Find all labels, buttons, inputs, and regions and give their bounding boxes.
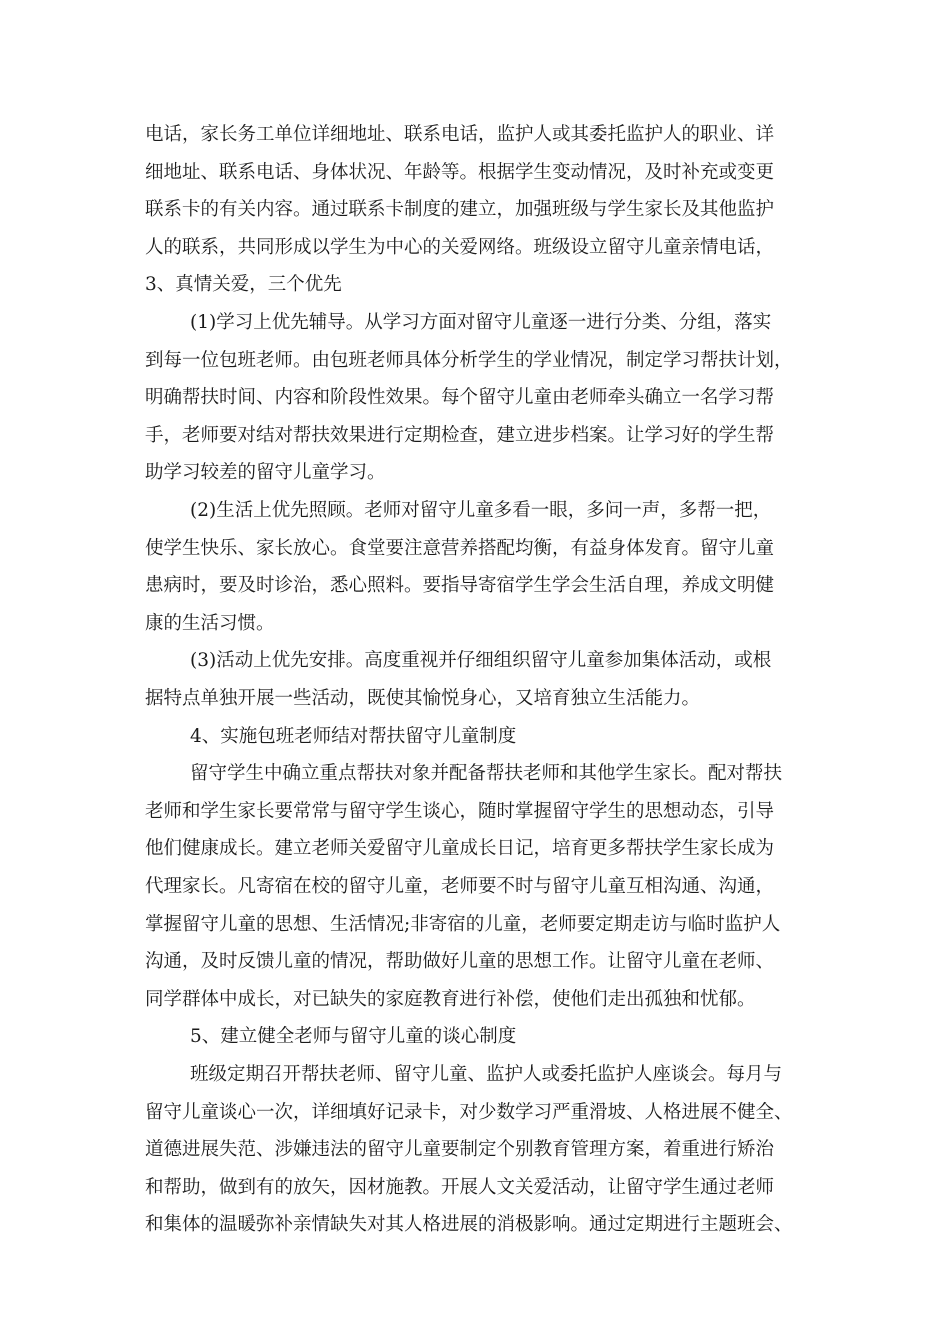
text-line: 和帮助，做到有的放矢，因材施教。开展人文关爱活动，让留守学生通过老师 <box>145 1177 775 1198</box>
text-line: 康的生活习惯。 <box>145 613 275 634</box>
text-line: 手，老师要对结对帮扶效果进行定期检查，建立进步档案。让学习好的学生帮 <box>145 425 775 446</box>
text-line: 班级定期召开帮扶老师、留守儿童、监护人或委托监护人座谈会。每月与 <box>190 1064 783 1085</box>
text-line: 电话，家长务工单位详细地址、联系电话，监护人或其委托监护人的职业、详 <box>145 124 775 145</box>
text-line: (2)生活上优先照顾。老师对留守儿童多看一眼，多问一声，多帮一把， <box>190 500 772 521</box>
text-line: 老师和学生家长要常常与留守学生谈心，随时掌握留守学生的思想动态，引导 <box>145 801 775 822</box>
text-line: (1)学习上优先辅导。从学习方面对留守儿童逐一进行分类、分组，落实 <box>190 312 772 333</box>
text-line: 患病时，要及时诊治，悉心照料。要指导寄宿学生学会生活自理，养成文明健 <box>145 575 775 596</box>
text-line: 他们健康成长。建立老师关爱留守儿童成长日记，培育更多帮扶学生家长成为 <box>145 838 775 859</box>
text-line: (3)活动上优先安排。高度重视并仔细组织留守儿童参加集体活动，或根 <box>190 650 772 671</box>
text-line: 联系卡的有关内容。通过联系卡制度的建立，加强班级与学生家长及其他监护 <box>145 199 775 220</box>
text-line: 助学习较差的留守儿童学习。 <box>145 462 386 483</box>
section-heading: 4、实施包班老师结对帮扶留守儿童制度 <box>190 726 517 747</box>
text-line: 到每一位包班老师。由包班老师具体分析学生的学业情况，制定学习帮扶计划， <box>145 350 793 371</box>
section-heading: 5、建立健全老师与留守儿童的谈心制度 <box>190 1026 517 1047</box>
text-line: 沟通，及时反馈儿童的情况，帮助做好儿童的思想工作。让留守儿童在老师、 <box>145 951 775 972</box>
text-line: 留守儿童谈心一次，详细填好记录卡，对少数学习严重滑坡、人格进展不健全、 <box>145 1102 793 1123</box>
text-line: 同学群体中成长，对已缺失的家庭教育进行补偿，使他们走出孤独和忧郁。 <box>145 989 756 1010</box>
text-line: 据特点单独开展一些活动，既使其愉悦身心，又培育独立生活能力。 <box>145 688 701 709</box>
text-line: 细地址、联系电话、身体状况、年龄等。根据学生变动情况，及时补充或变更 <box>145 162 775 183</box>
section-heading: 3、真情关爱，三个优先 <box>145 274 342 295</box>
text-line: 使学生快乐、家长放心。食堂要注意营养搭配均衡，有益身体发育。留守儿童 <box>145 538 775 559</box>
text-line: 人的联系，共同形成以学生为中心的关爱网络。班级设立留守儿童亲情电话， <box>145 237 775 258</box>
text-line: 明确帮扶时间、内容和阶段性效果。每个留守儿童由老师牵头确立一名学习帮 <box>145 387 775 408</box>
text-line: 留守学生中确立重点帮扶对象并配备帮扶老师和其他学生家长。配对帮扶 <box>190 763 783 784</box>
text-line: 掌握留守儿童的思想、生活情况;非寄宿的儿童，老师要定期走访与临时监护人 <box>145 914 781 935</box>
text-line: 代理家长。凡寄宿在校的留守儿童，老师要不时与留守儿童互相沟通、沟通， <box>145 876 775 897</box>
text-line: 道德进展失范、涉嫌违法的留守儿童要制定个别教育管理方案，着重进行矫治 <box>145 1139 775 1160</box>
text-line: 和集体的温暖弥补亲情缺失对其人格进展的消极影响。通过定期进行主题班会、 <box>145 1214 793 1235</box>
